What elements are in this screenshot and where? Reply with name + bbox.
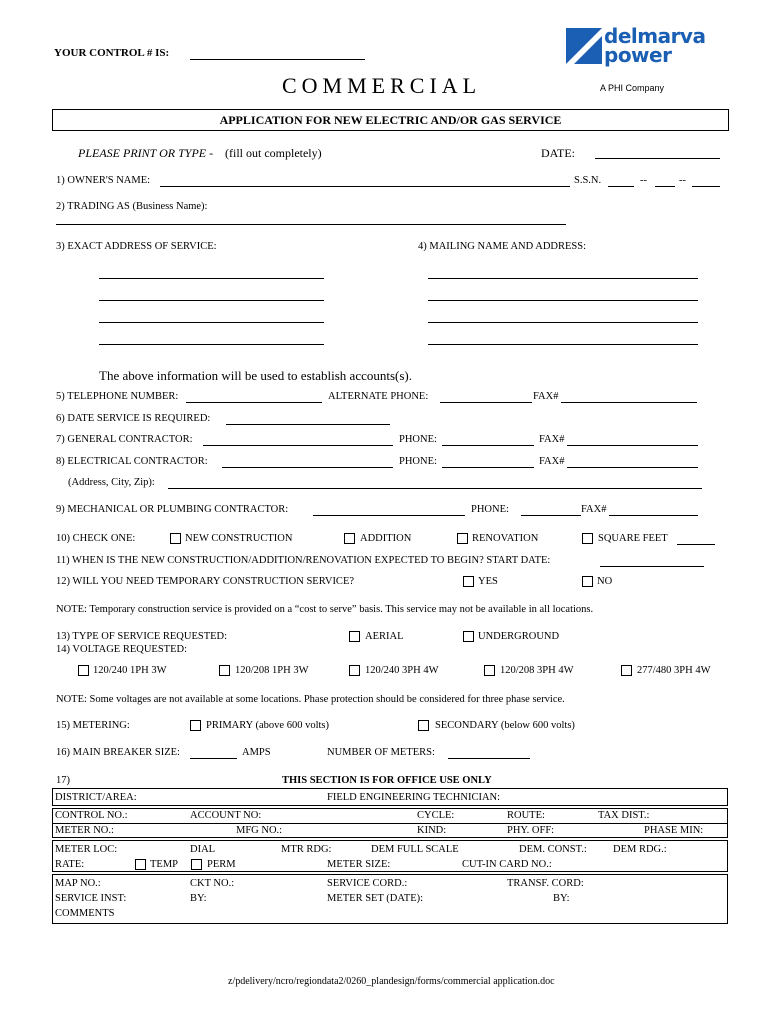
service-address-line-3[interactable]	[99, 322, 324, 323]
alternate-phone-label: ALTERNATE PHONE:	[328, 391, 429, 402]
square-feet-field[interactable]	[677, 544, 715, 545]
footer-path: z/pdelivery/ncro/regiondata2/0260_plandesign/forms/commercial application.doc	[228, 976, 555, 987]
amps-label: AMPS	[242, 747, 271, 758]
voltage-120-240-1ph-label: 120/240 1PH 3W	[93, 665, 167, 676]
main-breaker-label: 16) MAIN BREAKER SIZE:	[56, 747, 180, 758]
square-feet-label: SQUARE FEET	[598, 533, 668, 544]
mailing-address-line-3[interactable]	[428, 322, 698, 323]
voltage-120-240-1ph-checkbox[interactable]	[78, 665, 89, 676]
start-date-field[interactable]	[600, 566, 704, 567]
dem-full-scale-label: DEM FULL SCALE	[371, 844, 459, 855]
temp-rate-label: TEMP	[150, 859, 179, 870]
service-cord-label: SERVICE CORD.:	[327, 878, 408, 889]
aerial-checkbox[interactable]	[349, 631, 360, 642]
perm-rate-checkbox[interactable]	[191, 859, 202, 870]
trading-as-label: 2) TRADING AS (Business Name):	[56, 201, 208, 212]
logo-text-line2: power	[604, 43, 672, 67]
application-title-box	[52, 109, 729, 131]
ssn-field-2[interactable]	[655, 186, 675, 187]
print-instruction: PLEASE PRINT OR TYPE -	[78, 146, 214, 160]
voltage-120-240-3ph-label: 120/240 3PH 4W	[365, 665, 439, 676]
number-of-meters-field[interactable]	[448, 758, 530, 759]
renovation-checkbox[interactable]	[457, 533, 468, 544]
mailing-address-line-1[interactable]	[428, 278, 698, 279]
mech-fax-field[interactable]	[609, 515, 698, 516]
ssn-dash-1: --	[640, 175, 647, 186]
office-section-number: 17)	[56, 775, 70, 786]
mfg-no-label: MFG NO.:	[236, 825, 283, 836]
date-field[interactable]	[595, 158, 720, 159]
meter-size-label: METER SIZE:	[327, 859, 391, 870]
control-number-field[interactable]	[190, 59, 365, 60]
gc-phone-label: PHONE:	[399, 434, 437, 445]
voltage-277-480-3ph-checkbox[interactable]	[621, 665, 632, 676]
address-city-zip-field[interactable]	[168, 488, 702, 489]
new-construction-checkbox[interactable]	[170, 533, 181, 544]
info-note: The above information will be used to establish accounts(s).	[99, 368, 413, 383]
address-city-zip-label: (Address, City, Zip):	[68, 477, 155, 488]
office-row-meter-loc	[52, 840, 728, 872]
mailing-address-line-2[interactable]	[428, 300, 698, 301]
underground-checkbox[interactable]	[463, 631, 474, 642]
addition-label: ADDITION	[360, 533, 412, 544]
dem-const-label: DEM. CONST.:	[519, 844, 587, 855]
square-feet-checkbox[interactable]	[582, 533, 593, 544]
start-date-label: 11) WHEN IS THE NEW CONSTRUCTION/ADDITION/RENOVATION EXPECTED TO BEGIN? START DATE:	[56, 555, 551, 566]
company-logo	[566, 24, 706, 98]
primary-metering-checkbox[interactable]	[190, 720, 201, 731]
mech-fax-label: FAX#	[581, 504, 607, 515]
voltage-120-208-3ph-label: 120/208 3PH 4W	[500, 665, 574, 676]
voltage-120-208-3ph-checkbox[interactable]	[484, 665, 495, 676]
route-label: ROUTE:	[507, 810, 545, 821]
account-no-label: ACCOUNT NO:	[190, 810, 262, 821]
alternate-phone-field[interactable]	[440, 402, 532, 403]
fill-note: (fill out completely)	[225, 146, 322, 160]
office-row-control	[52, 808, 728, 838]
gc-phone-field[interactable]	[442, 445, 534, 446]
date-label: DATE:	[541, 146, 575, 160]
cycle-label: CYCLE:	[417, 810, 455, 821]
fax-field-1[interactable]	[561, 402, 697, 403]
main-breaker-field[interactable]	[190, 758, 237, 759]
service-address-line-2[interactable]	[99, 300, 324, 301]
telephone-label: 5) TELEPHONE NUMBER:	[56, 391, 179, 402]
owner-name-label: 1) OWNER'S NAME:	[56, 175, 151, 186]
map-no-label: MAP NO.:	[55, 878, 101, 889]
perm-rate-label: PERM	[207, 859, 236, 870]
logo-tagline: A PHI Company	[600, 83, 665, 93]
voltage-277-480-3ph-label: 277/480 3PH 4W	[637, 665, 711, 676]
mailing-address-label: 4) MAILING NAME AND ADDRESS:	[418, 241, 587, 252]
fax-label-1: FAX#	[533, 391, 559, 402]
secondary-metering-checkbox[interactable]	[418, 720, 429, 731]
general-contractor-label: 7) GENERAL CONTRACTOR:	[56, 434, 193, 445]
service-inst-by-label: BY:	[190, 893, 207, 904]
dem-rdg-label: DEM RDG.:	[613, 844, 667, 855]
office-row-map	[52, 874, 728, 924]
tax-dist-label: TAX DIST.:	[598, 810, 650, 821]
ssn-field-1[interactable]	[608, 186, 634, 187]
office-use-table	[52, 788, 728, 924]
service-type-label: 13) TYPE OF SERVICE REQUESTED:	[56, 631, 228, 642]
date-required-label: 6) DATE SERVICE IS REQUIRED:	[56, 413, 211, 424]
ssn-label: S.S.N.	[574, 175, 602, 186]
logo-text-line1: delmarva	[604, 24, 706, 48]
date-required-field[interactable]	[226, 424, 390, 425]
ec-phone-label: PHONE:	[399, 456, 437, 467]
temp-rate-checkbox[interactable]	[135, 859, 146, 870]
mech-phone-label: PHONE:	[471, 504, 509, 515]
ssn-dash-2: --	[679, 175, 686, 186]
underground-label: UNDERGROUND	[478, 631, 560, 642]
page-title: COMMERCIAL	[282, 73, 482, 98]
transf-cord-label: TRANSF. CORD:	[507, 878, 584, 889]
voltage-120-240-3ph-checkbox[interactable]	[349, 665, 360, 676]
voltage-note: NOTE: Some voltages are not available at some locations. Phase protection should be considered for three phase service.	[56, 694, 565, 705]
comments-label: COMMENTS	[55, 908, 115, 919]
number-of-meters-label: NUMBER OF METERS:	[327, 747, 435, 758]
voltage-label: 14) VOLTAGE REQUESTED:	[56, 644, 187, 655]
temp-service-label: 12) WILL YOU NEED TEMPORARY CONSTRUCTION SERVICE?	[56, 576, 355, 587]
meter-no-label: METER NO.:	[55, 825, 114, 836]
temp-yes-checkbox[interactable]	[463, 576, 474, 587]
ckt-no-label: CKT NO.:	[190, 878, 235, 889]
mailing-address-line-4[interactable]	[428, 344, 698, 345]
kind-label: KIND:	[417, 825, 447, 836]
ssn-field-3[interactable]	[692, 186, 720, 187]
voltage-120-208-1ph-label: 120/208 1PH 3W	[235, 665, 309, 676]
rate-label: RATE:	[55, 859, 85, 870]
temp-note: NOTE: Temporary construction service is provided on a “cost to serve” basis. This service may not be available in all locations.	[56, 604, 594, 615]
control-number-label: YOUR CONTROL # IS:	[54, 47, 170, 59]
metering-label: 15) METERING:	[56, 720, 130, 731]
mech-contractor-field[interactable]	[313, 515, 465, 516]
control-no-label: CONTROL NO.:	[55, 810, 128, 821]
owner-name-field[interactable]	[160, 186, 570, 187]
renovation-label: RENOVATION	[472, 533, 539, 544]
temp-no-checkbox[interactable]	[582, 576, 593, 587]
gc-fax-label: FAX#	[539, 434, 565, 445]
addition-checkbox[interactable]	[344, 533, 355, 544]
ec-fax-label: FAX#	[539, 456, 565, 467]
mtr-rdg-label: MTR RDG:	[281, 844, 332, 855]
phase-min-label: PHASE MIN:	[644, 825, 704, 836]
temp-no-label: NO	[597, 576, 613, 587]
temp-yes-label: YES	[478, 576, 498, 587]
gc-fax-field[interactable]	[567, 445, 698, 446]
ec-phone-field[interactable]	[442, 467, 534, 468]
telephone-field[interactable]	[186, 402, 322, 403]
primary-metering-label: PRIMARY (above 600 volts)	[206, 720, 329, 731]
cut-in-card-label: CUT-IN CARD NO.:	[462, 859, 552, 870]
service-address-line-1[interactable]	[99, 278, 324, 279]
meter-set-by-label: BY:	[553, 893, 570, 904]
general-contractor-field[interactable]	[203, 445, 393, 446]
office-section-title: THIS SECTION IS FOR OFFICE USE ONLY	[282, 775, 492, 786]
phy-off-label: PHY. OFF:	[507, 825, 555, 836]
mech-phone-field[interactable]	[521, 515, 581, 516]
meter-set-date-label: METER SET (DATE):	[327, 893, 424, 904]
trading-as-field[interactable]	[56, 224, 566, 225]
delmarva-logo-icon	[566, 28, 602, 64]
meter-loc-label: METER LOC:	[55, 844, 118, 855]
dial-label: DIAL	[190, 844, 216, 855]
application-title: APPLICATION FOR NEW ELECTRIC AND/OR GAS SERVICE	[219, 113, 562, 127]
district-label: DISTRICT/AREA:	[55, 792, 137, 803]
field-tech-label: FIELD ENGINEERING TECHNICIAN:	[327, 792, 501, 803]
check-one-label: 10) CHECK ONE:	[56, 533, 136, 544]
service-inst-label: SERVICE INST:	[55, 893, 127, 904]
electrical-contractor-label: 8) ELECTRICAL CONTRACTOR:	[56, 456, 208, 467]
office-row-district	[52, 788, 728, 806]
service-address-label: 3) EXACT ADDRESS OF SERVICE:	[56, 241, 217, 252]
ec-fax-field[interactable]	[567, 467, 698, 468]
aerial-label: AERIAL	[365, 631, 404, 642]
secondary-metering-label: SECONDARY (below 600 volts)	[435, 720, 575, 731]
electrical-contractor-field[interactable]	[222, 467, 393, 468]
service-address-line-4[interactable]	[99, 344, 324, 345]
new-construction-label: NEW CONSTRUCTION	[185, 533, 293, 544]
voltage-120-208-1ph-checkbox[interactable]	[219, 665, 230, 676]
mech-contractor-label: 9) MECHANICAL OR PLUMBING CONTRACTOR:	[56, 504, 289, 515]
